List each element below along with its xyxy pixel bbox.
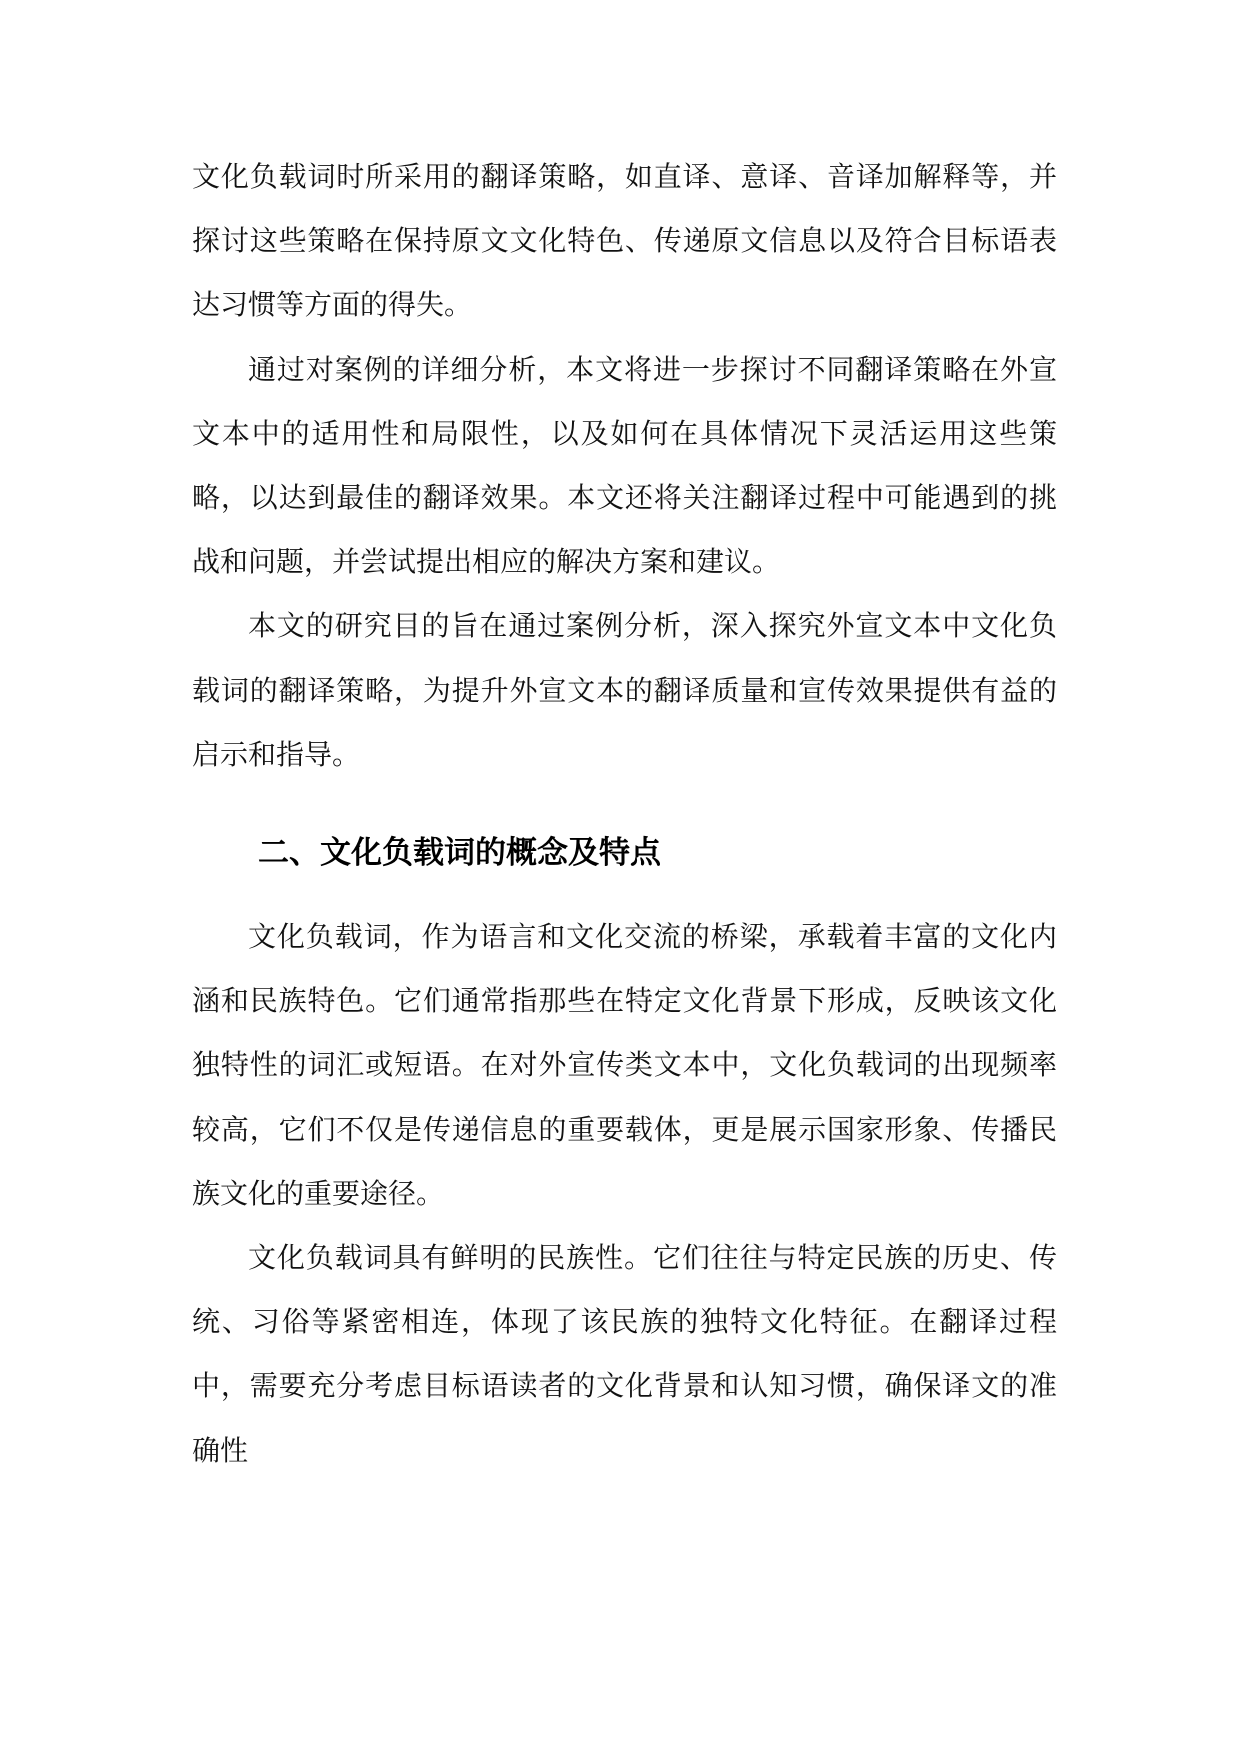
paragraph-continuation: 文化负载词时所采用的翻译策略，如直译、意译、音译加解释等，并探讨这些策略在保持原文文化特色、传递原文信息以及符合目标语表达习惯等方面的得失。 bbox=[192, 160, 1057, 322]
paragraph-nationality: 文化负载词具有鲜明的民族性。它们往往与特定民族的历史、传统、习俗等紧密相连，体现了该民族的独特文化特征。在翻译过程中，需要充分考虑目标语读者的文化背景和认知习惯，确保译文的准确性 bbox=[192, 1241, 1057, 1467]
paragraph-research-purpose: 本文的研究目的旨在通过案例分析，深入探究外宣文本中文化负载词的翻译策略，为提升外宣文本的翻译质量和宣传效果提供有益的启示和指导。 bbox=[192, 609, 1057, 771]
paragraph-definition: 文化负载词，作为语言和文化交流的桥梁，承载着丰富的文化内涵和民族特色。它们通常指那些在特定文化背景下形成，反映该文化独特性的词汇或短语。在对外宣传类文本中，文化负载词的出现频率较高，它们不仅是传递信息的重要载体，更是展示国家形象、传播民族文化的重要途径。 bbox=[192, 920, 1057, 1210]
paragraph-case-analysis: 通过对案例的详细分析，本文将进一步探讨不同翻译策略在外宣文本中的适用性和局限性，以及如何在具体情况下灵活运用这些策略，以达到最佳的翻译效果。本文还将关注翻译过程中可能遇到的挑战和问题，并尝试提出相应的解决方案和建议。 bbox=[192, 352, 1057, 579]
document-body bbox=[192, 145, 1057, 1483]
section-heading: 二、文化负载词的概念及特点 bbox=[258, 835, 661, 872]
